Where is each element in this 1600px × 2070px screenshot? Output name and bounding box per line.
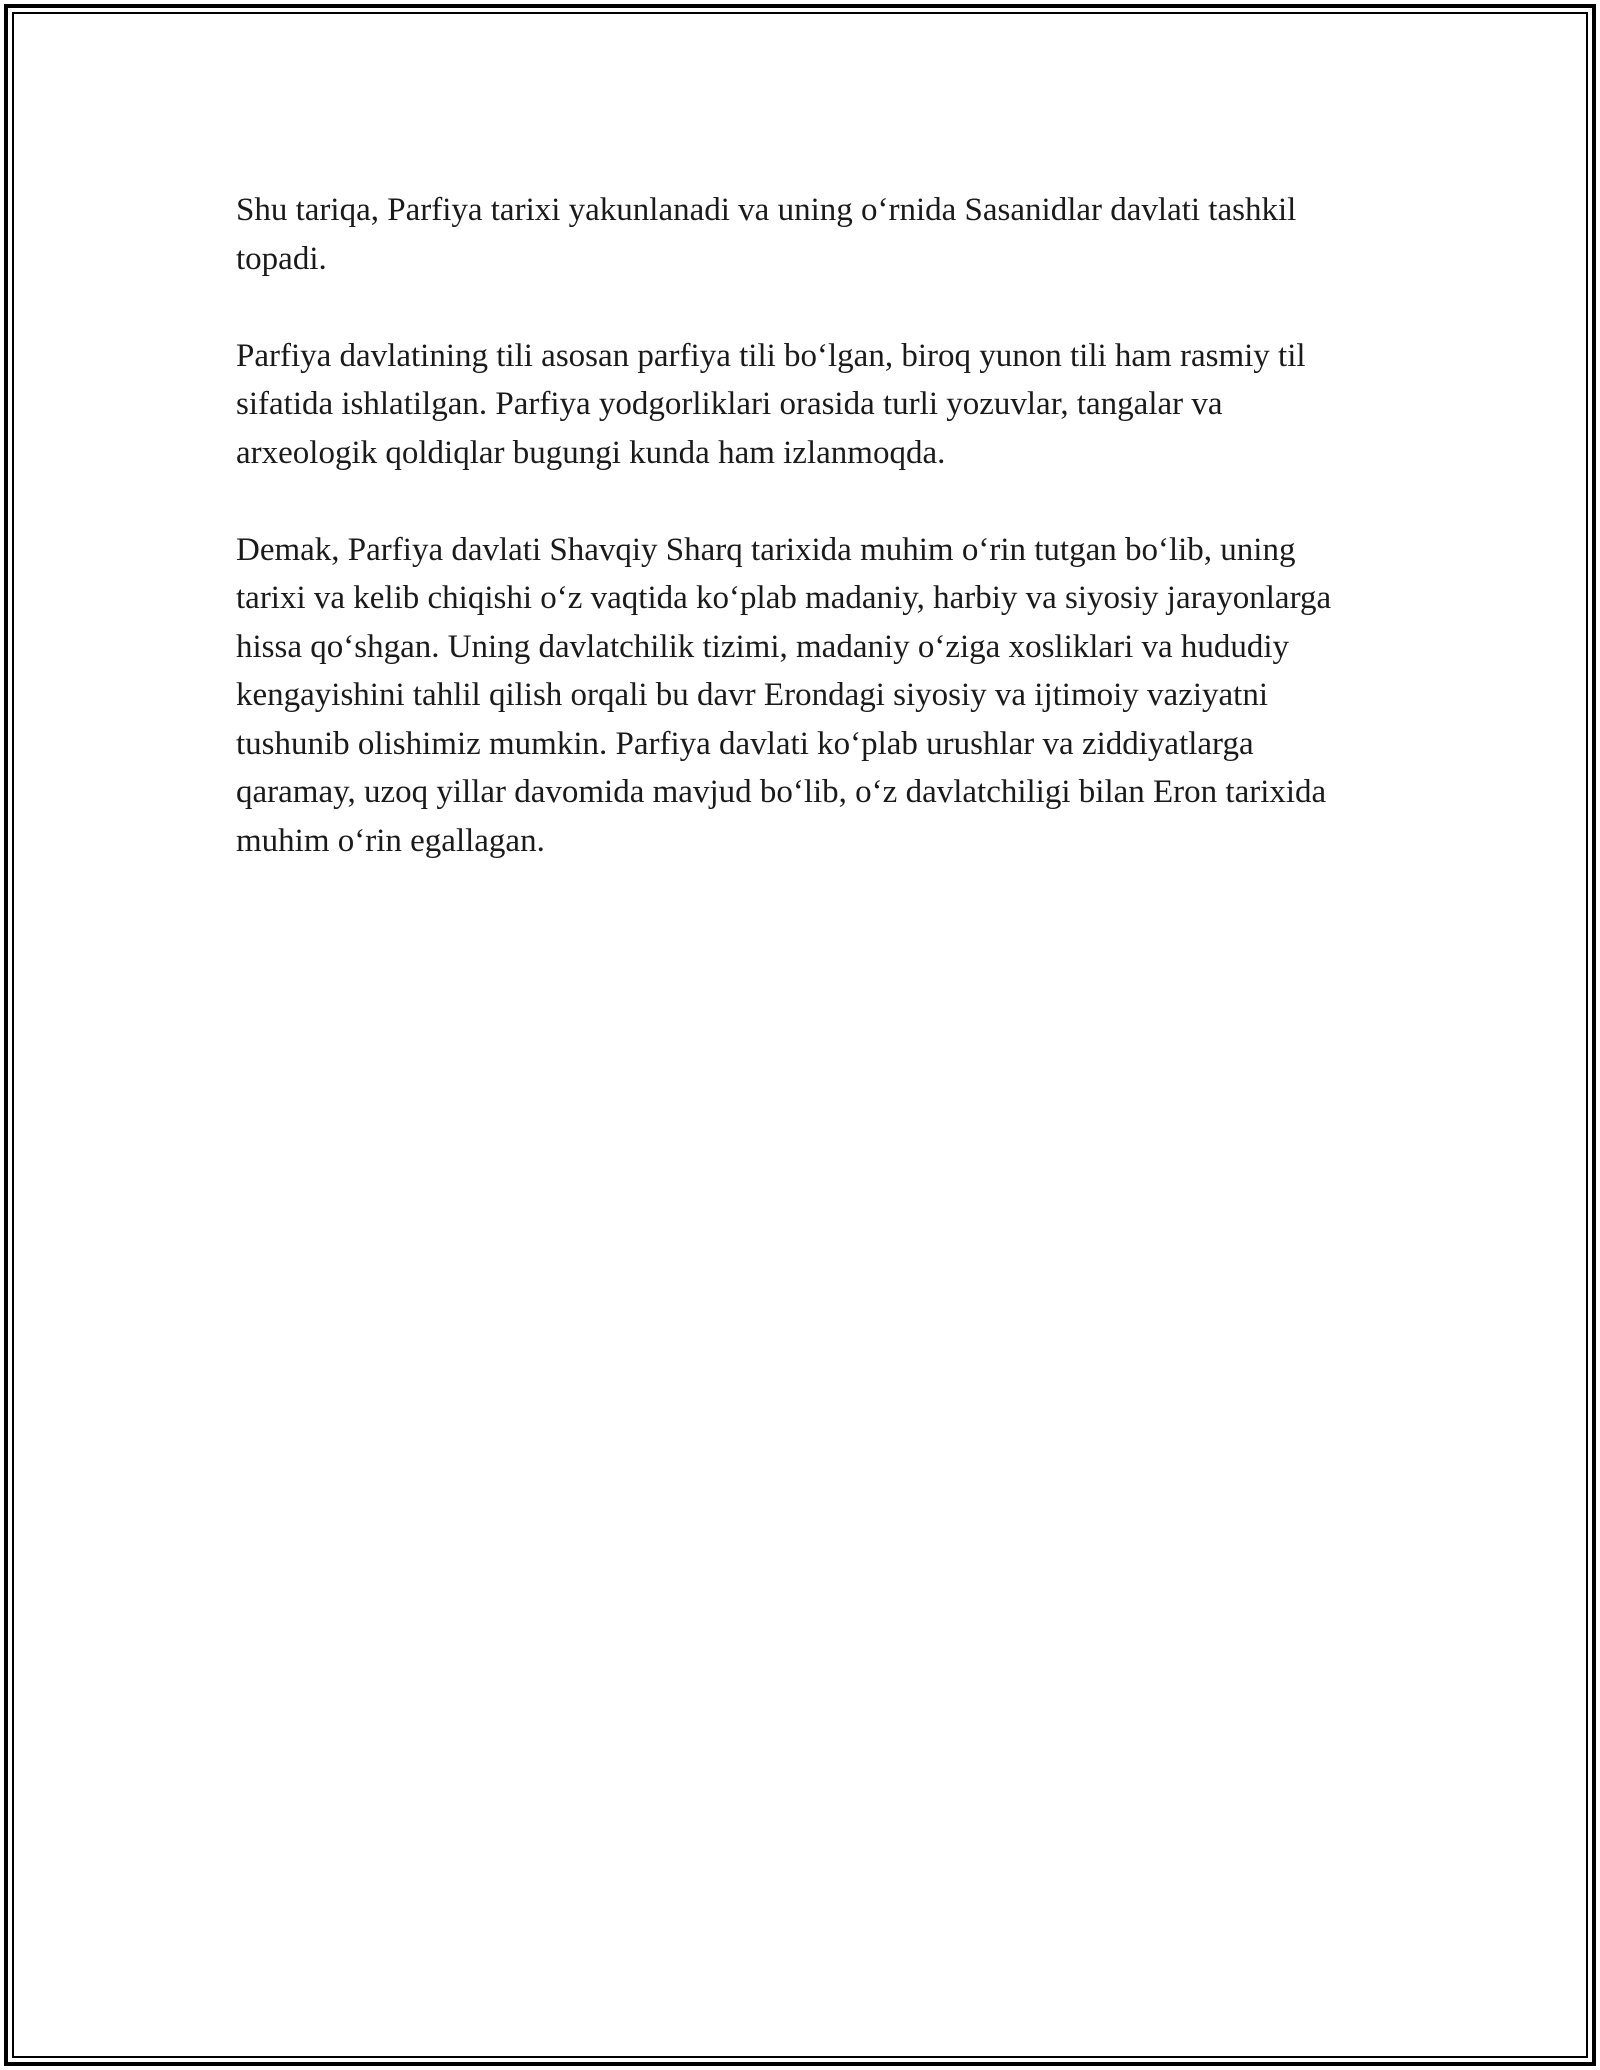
paragraph-sasanid-transition: Shu tariqa, Parfiya tarixi yakunlanadi va uning o‘rnida Sasanidlar davlati tashkil topadi.	[236, 192, 1297, 277]
document-body	[236, 186, 1366, 914]
paragraph-conclusion: Demak, Parfiya davlati Shavqiy Sharq tarixida muhim o‘rin tutgan bo‘lib, uning tarixi va kelib chiqishi o‘z vaqtida ko‘plab madaniy, harbiy va siyosiy jarayonlarga hissa qo‘shgan. Uning davlatchilik tizimi, madaniy o‘ziga xosliklari va hududiy kengayishini tahlil qilish orqali bu davr Erondagi siyosiy va ijtimoiy vaziyatni tushunib olishimiz mumkin. Parfiya davlati ko‘plab urushlar va ziddiyatlarga qaramay, uzoq yillar davomida mavjud bo‘lib, o‘z davlatchiligi bilan Eron tarixida muhim o‘rin egallagan.	[236, 531, 1332, 859]
paragraph-parthian-language: Parfiya davlatining tili asosan parfiya tili bo‘lgan, biroq yunon tili ham rasmiy til sifatida ishlatilgan. Parfiya yodgorliklari orasida turli yozuvlar, tangalar va arxeologik qoldiqlar bugungi kunda ham izlanmoqda.	[236, 337, 1306, 471]
